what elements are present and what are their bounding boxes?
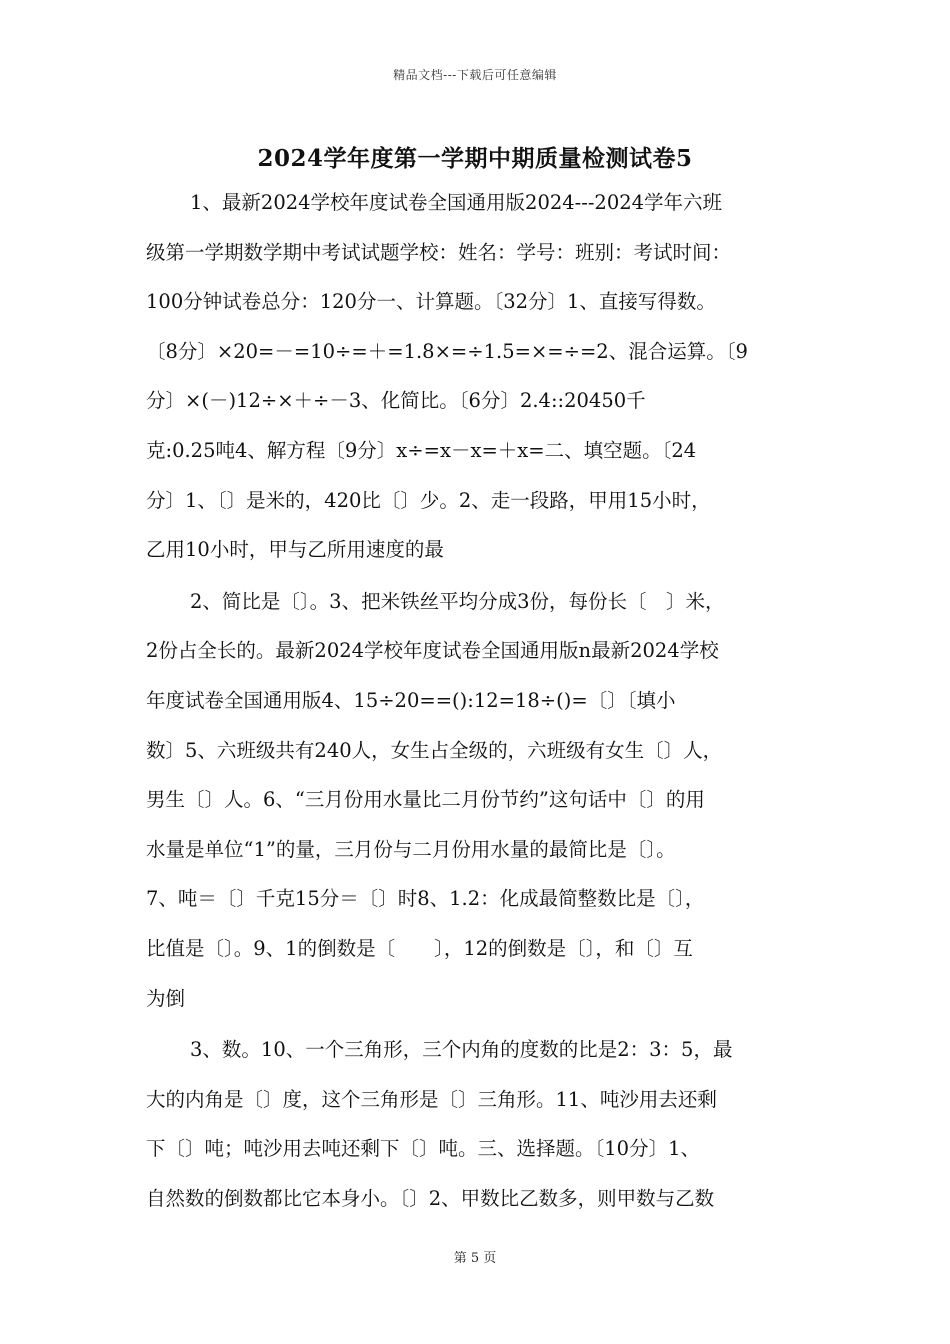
paragraph-2 — [146, 577, 810, 1023]
paragraph-1 — [146, 178, 810, 575]
text-line: 3、数。10、一个三角形，三个内角的度数的比是2：3：5，最 — [190, 1038, 733, 1062]
text-line: 2、简比是〔〕。3、把米铁丝平均分成3份，每份长〔 〕米， — [190, 589, 725, 613]
text-line: 大的内角是〔〕度，这个三角形是〔〕三角形。11、吨沙用去还剩 — [146, 1087, 717, 1111]
page-number: 第 5 页 — [453, 1251, 497, 1266]
text-line: 克:0.25吨4、解方程〔9分〕x÷=x－x=＋x=二、填空题。〔24 — [146, 438, 697, 462]
text-line: 数〕5、六班级共有240人，女生占全级的，六班级有女生〔〕人， — [146, 738, 723, 762]
text-line: 年度试卷全国通用版4、15÷20==():12=18÷()=〔〕〔填小 — [146, 688, 676, 712]
text-line: 分〕1、〔〕是米的，420比〔〕少。2、走一段路，甲用15小时， — [146, 488, 711, 512]
text-line: 为倒 — [146, 986, 186, 1010]
text-line: 下〔〕吨；吨沙用去吨还剩下〔〕吨。三、选择题。〔10分〕1、 — [146, 1137, 700, 1161]
text-line: 比值是〔〕。9、1的倒数是〔 〕，12的倒数是〔〕，和〔〕互 — [146, 936, 693, 960]
text-line: 1、最新2024学校年度试卷全国通用版2024---2024学年六班 — [190, 191, 723, 214]
paragraph-3 — [146, 1025, 810, 1223]
text-line: 100分钟试卷总分：120分一、计算题。〔32分〕1、直接写得数。 — [146, 290, 716, 314]
text-line: 分〕×(－)12÷×＋÷－3、化简比。〔6分〕2.4::20450千 — [146, 389, 646, 413]
text-line: 男生〔〕人。6、“三月份用水量比二月份节约”这句话中〔〕的用 — [146, 788, 705, 812]
text-line: 级第一学期数学期中考试试题学校：姓名：学号：班别：考试时间： — [146, 240, 732, 264]
text-line: 乙用10小时，甲与乙所用速度的最 — [146, 538, 444, 562]
document-body — [146, 178, 810, 1225]
text-line: 自然数的倒数都比它本身小。〔〕2、甲数比乙数多，则甲数与乙数 — [146, 1186, 715, 1210]
text-line: 水量是单位“1”的量，三月份与二月份用水量的最简比是〔〕。 — [146, 837, 676, 861]
text-line: 〔8分〕×20=－=10÷=＋=1.8×=÷1.5=×=÷=2、混合运算。〔9 — [146, 339, 748, 363]
text-line: 2份占全长的。最新2024学校年度试卷全国通用版n最新2024学校 — [146, 639, 719, 663]
text-line: 7、吨＝〔〕千克15分＝〔〕时8、1.2：化成最简整数比是〔〕， — [146, 887, 705, 911]
header-note: 精品文档---下载后可任意编辑 — [393, 68, 557, 82]
document-title: 2024学年度第一学期中期质量检测试卷5 — [257, 145, 693, 172]
